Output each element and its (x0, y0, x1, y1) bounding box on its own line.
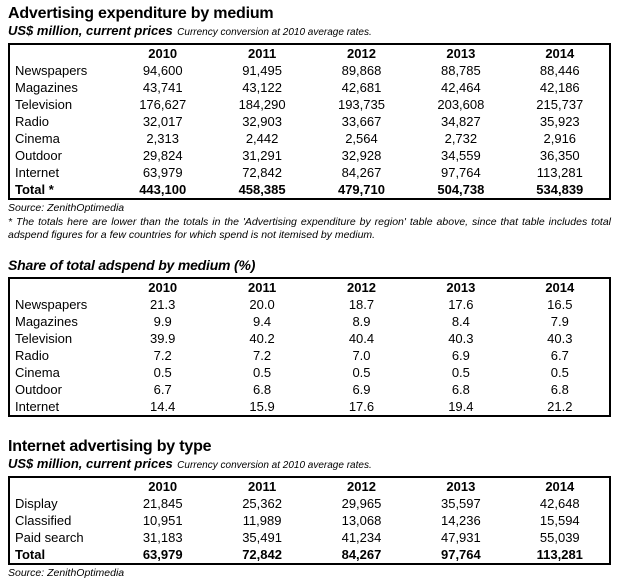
value-cell: 113,281 (536, 547, 583, 562)
value-cell: 8.9 (352, 314, 371, 329)
value-cell: 479,710 (337, 182, 385, 197)
year-header-cell: 2012 (347, 46, 376, 61)
source-note: Source: ZenithOptimedia (8, 567, 125, 579)
value-cell: 15.9 (249, 399, 275, 414)
year-header-cell: 2014 (545, 280, 575, 295)
value-cell: 32,928 (341, 148, 382, 163)
table-row (9, 364, 610, 381)
value-cell: 42,186 (539, 80, 580, 95)
value-cell: 31,183 (142, 530, 183, 545)
value-cell: 32,017 (142, 114, 183, 129)
value-cell: 6.9 (451, 348, 470, 363)
year-header-cell: 2012 (347, 479, 376, 494)
year-header-row (9, 278, 610, 296)
value-cell: 41,234 (341, 530, 382, 545)
table-row (9, 62, 610, 79)
table-row (9, 181, 610, 199)
table-row (9, 512, 610, 529)
table-row (9, 313, 610, 330)
value-cell: 113,281 (536, 165, 583, 180)
value-cell: 43,741 (142, 80, 183, 95)
year-header-cell: 2011 (247, 479, 277, 494)
value-cell: 7.9 (550, 314, 569, 329)
internet-advertising-table (8, 476, 611, 565)
value-cell: 2,916 (543, 131, 577, 146)
value-cell: 2,313 (146, 131, 179, 146)
value-cell: 6.8 (451, 382, 470, 397)
value-cell: 184,290 (238, 97, 286, 112)
table-row (9, 164, 610, 181)
row-label-cell: Newspapers (15, 297, 88, 312)
row-label-cell: Television (15, 331, 73, 346)
table-row (9, 147, 610, 164)
value-cell: 15,594 (539, 513, 580, 528)
value-cell: 7.2 (153, 348, 172, 363)
table-row (9, 529, 610, 546)
row-label-cell: Radio (15, 114, 49, 129)
value-cell: 39.9 (150, 331, 176, 346)
value-cell: 72,842 (242, 547, 282, 562)
value-cell: 47,931 (440, 530, 481, 545)
table-row (9, 330, 610, 347)
table-row (9, 296, 610, 313)
value-cell: 20.0 (249, 297, 275, 312)
year-header-row (9, 477, 610, 495)
subtitle-units: US$ million, current prices (8, 23, 173, 38)
year-header-row (9, 44, 610, 62)
value-cell: 17.6 (448, 297, 474, 312)
row-label-cell: Cinema (15, 131, 60, 146)
value-cell: 10,951 (142, 513, 183, 528)
value-cell: 176,627 (139, 97, 187, 112)
value-cell: 84,267 (341, 165, 382, 180)
source-note: Source: ZenithOptimedia (8, 202, 125, 214)
section-subtitle (8, 457, 611, 473)
section-title-adspend: Advertising expenditure by medium (8, 5, 274, 22)
value-cell: 14.4 (150, 399, 176, 414)
value-cell: 21.3 (150, 297, 176, 312)
table-row (9, 96, 610, 113)
value-cell: 40.2 (249, 331, 275, 346)
value-cell: 63,979 (142, 165, 183, 180)
value-cell: 2,732 (444, 131, 478, 146)
row-label-header (9, 278, 113, 296)
table-row (9, 113, 610, 130)
value-cell: 84,267 (341, 547, 382, 562)
value-cell: 443,100 (139, 182, 187, 197)
section-title-share: Share of total adspend by medium (%) (8, 257, 256, 273)
section-internet-advertising (8, 438, 611, 580)
value-cell: 42,464 (440, 80, 481, 95)
row-label-cell: Paid search (15, 530, 84, 545)
value-cell: 7.0 (352, 348, 371, 363)
table-row (9, 347, 610, 364)
value-cell: 42,648 (539, 496, 580, 511)
year-header-cell: 2014 (545, 479, 575, 494)
value-cell: 215,737 (536, 97, 584, 112)
value-cell: 29,965 (341, 496, 382, 511)
value-cell: 91,495 (242, 63, 282, 78)
year-header-cell: 2012 (347, 280, 376, 295)
row-label-cell: Outdoor (15, 382, 62, 397)
value-cell: 88,446 (539, 63, 580, 78)
table-row (9, 398, 610, 416)
row-label-cell: Total (15, 547, 46, 562)
value-cell: 33,667 (341, 114, 382, 129)
value-cell: 534,839 (536, 182, 584, 197)
value-cell: 36,350 (539, 148, 580, 163)
subtitle-currency-note: Currency conversion at 2010 average rates. (177, 27, 372, 38)
row-label-cell: Magazines (15, 80, 78, 95)
value-cell: 34,827 (440, 114, 481, 129)
row-label-cell: Magazines (15, 314, 78, 329)
table-row (9, 130, 610, 147)
value-cell: 13,068 (341, 513, 382, 528)
value-cell: 9.4 (253, 314, 272, 329)
share-of-adspend-table (8, 277, 611, 417)
value-cell: 97,764 (440, 165, 481, 180)
value-cell: 25,362 (242, 496, 282, 511)
value-cell: 88,785 (440, 63, 481, 78)
value-cell: 89,868 (341, 63, 382, 78)
row-label-header (9, 44, 113, 62)
table-row (9, 79, 610, 96)
value-cell: 19.4 (448, 399, 474, 414)
value-cell: 21.2 (547, 399, 573, 414)
row-label-cell: Total * (15, 182, 54, 197)
value-cell: 0.5 (352, 365, 371, 380)
subtitle-units: US$ million, current prices (8, 456, 173, 471)
value-cell: 97,764 (440, 547, 481, 562)
value-cell: 6.8 (253, 382, 272, 397)
value-cell: 40.3 (547, 331, 573, 346)
year-header-cell: 2010 (148, 280, 178, 295)
row-label-header (9, 477, 113, 495)
totals-footnote: * The totals here are lower than the totals in the 'Advertising expenditure by region' table above, since that table includes total adspend figures for a few countries for which spend is not itemised by medium. (8, 216, 611, 241)
value-cell: 193,735 (337, 97, 385, 112)
value-cell: 2,442 (245, 131, 279, 146)
year-header-cell: 2013 (446, 479, 476, 494)
year-header-cell: 2013 (446, 46, 476, 61)
row-label-cell: Classified (15, 513, 72, 528)
row-label-cell: Outdoor (15, 148, 62, 163)
year-header-cell: 2010 (148, 479, 178, 494)
section-title-internet: Internet advertising by type (8, 438, 212, 455)
value-cell: 32,903 (242, 114, 282, 129)
value-cell: 55,039 (539, 530, 580, 545)
value-cell: 34,559 (440, 148, 481, 163)
value-cell: 63,979 (142, 547, 183, 562)
value-cell: 11,989 (242, 513, 282, 528)
value-cell: 2,564 (345, 131, 378, 146)
value-cell: 9.9 (153, 314, 172, 329)
row-label-cell: Internet (15, 399, 60, 414)
table-row (9, 546, 610, 564)
table-row (9, 495, 610, 512)
table-row (9, 381, 610, 398)
section-adspend-by-medium (8, 5, 611, 242)
value-cell: 29,824 (142, 148, 183, 163)
value-cell: 0.5 (550, 365, 569, 380)
value-cell: 6.7 (153, 382, 172, 397)
value-cell: 42,681 (341, 80, 382, 95)
value-cell: 94,600 (142, 63, 183, 78)
value-cell: 40.4 (348, 331, 375, 346)
value-cell: 72,842 (242, 165, 282, 180)
year-header-cell: 2014 (545, 46, 575, 61)
value-cell: 17.6 (348, 399, 375, 414)
row-label-cell: Display (15, 496, 58, 511)
year-header-cell: 2010 (148, 46, 178, 61)
value-cell: 6.8 (550, 382, 569, 397)
value-cell: 31,291 (242, 148, 282, 163)
value-cell: 0.5 (153, 365, 172, 380)
value-cell: 458,385 (238, 182, 286, 197)
subtitle-currency-note: Currency conversion at 2010 average rates. (177, 460, 372, 471)
row-label-cell: Television (15, 97, 73, 112)
adspend-by-medium-table (8, 43, 611, 200)
row-label-cell: Newspapers (15, 63, 88, 78)
year-header-cell: 2011 (247, 280, 277, 295)
value-cell: 8.4 (451, 314, 470, 329)
value-cell: 7.2 (253, 348, 272, 363)
value-cell: 0.5 (253, 365, 272, 380)
value-cell: 21,845 (142, 496, 183, 511)
year-header-cell: 2011 (247, 46, 277, 61)
value-cell: 14,236 (440, 513, 481, 528)
value-cell: 0.5 (451, 365, 470, 380)
value-cell: 35,491 (242, 530, 282, 545)
value-cell: 6.9 (352, 382, 371, 397)
value-cell: 40.3 (448, 331, 474, 346)
value-cell: 35,597 (440, 496, 481, 511)
value-cell: 18.7 (348, 297, 375, 312)
section-share-of-adspend (8, 257, 611, 417)
section-subtitle (8, 24, 611, 40)
value-cell: 43,122 (242, 80, 282, 95)
value-cell: 504,738 (437, 182, 485, 197)
row-label-cell: Radio (15, 348, 49, 363)
value-cell: 6.7 (550, 348, 569, 363)
row-label-cell: Cinema (15, 365, 60, 380)
row-label-cell: Internet (15, 165, 60, 180)
value-cell: 35,923 (539, 114, 580, 129)
value-cell: 16.5 (547, 297, 573, 312)
year-header-cell: 2013 (446, 280, 476, 295)
value-cell: 203,608 (437, 97, 485, 112)
